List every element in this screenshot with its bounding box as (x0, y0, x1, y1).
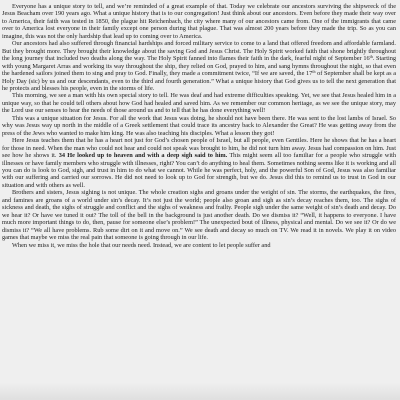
paragraph: This morning, we see a man with his own special story to tell. He was deaf and had extreme difficulties speaking. Yet, we see that Jesus healed him in a unique way, so that he could tell others about how God had healed and saved him. As we remember our common heritage, as we see the unique story, may the Lord use our senses to hear the needs of those around us and to tell that he has done everything well! (2, 92, 396, 115)
paragraph: When we miss it, we miss the hole that our needs need. Instead, we are content to let people suffer and (12, 241, 271, 249)
paragraph: This was a unique situation for Jesus. For all the work that Jesus was doing, he should not have been there. He was sent to the lost lambs of Israel. So why was Jesus way up north in the middle of a Greek settlement that could trace its ancestry back to Alexander the Great? He was getting away from the press of the Jews who wanted to make him king. He was also teaching his disciples. What a lesson they got! (2, 114, 396, 137)
paragraph (2, 40, 396, 92)
page-bottom-shadow (0, 382, 400, 400)
text-run: Here Jesus teaches them that he has a heart not just for God’s chosen people of Israel, but all people, even Gentiles. Here he shows that he has a heart for those in need. When the man who could not hear and could not speak was brought to him, he did not turn him away. Jesus had compassion on him. Just see how he shows it. (2, 137, 396, 160)
text-run: of September shall be kept as a Holy Day (sic) by us and our descendants, even to the third and fourth generation.” What a unique history that God gives us to tell the next generation that he protects and blesses his people, even in the storms of life. (2, 70, 396, 92)
ordinal-suffix: th (369, 54, 373, 60)
text-run: This might seem all too familiar for a people who struggle with illnesses or have family members who struggle with illnesses, right? You can’t do anything to heal them. Sometimes nothing seems like it is working and all you can do is look to God, sigh, and trust in him to do what we cannot. While he was perfect, holy, and the powerful Son of God, Jesus was also familiar with our suffering and carried our sorrows. He did not need to look up to God for strength, but we do. Jesus did this to remind us to trust in God in our situation and with others as well. (2, 152, 396, 189)
text-run: . Starting with young Margaret Arras and working its way throughout the ship, they relied on God, prayed to him, and sang hymns throughout the night, so that even the hardened sailors joined them to sing and pray to God. Finally, they made a commitment twice, “If we are saved, the 17 (2, 55, 396, 78)
text-run: Our ancestors had also suffered through financial hardships and forced military service to come to a land that offered freedom and affordable farmland. But they brought more. They brought their knowledge about the saving God and Jesus Christ. The Holy Spirit worked faith that shone brightly throughout the long journey that included two deaths along the way. The Holy Spirit fanned into flames their faith in the dark, fearful night of September 16 (2, 40, 396, 63)
ordinal-suffix: th (312, 69, 316, 75)
sermon-text (2, 3, 396, 249)
paragraph (2, 137, 396, 189)
paragraph: Everyone has a unique story to tell, and we’re reminded of a great example of that. Today we celebrate our ancestors surviving the shipwreck of the Jesus Beacham over 190 years ago. What a unique history that is to our congregation! Just think about our ancestors. Even before they made their way over to America, their faith was tested in 1850, the plague hit Reichenbach, the city where many of our ancestors came from. One of the immigrants that came over to America lost everyone in their family except one person during that plague. That was almost 200 years before they made the trip. So as you can imagine, this was not the only hardship that lead up to coming over to America. (2, 3, 396, 40)
paragraph: Brothers and sisters, Jesus sighing is not unique. The whole creation sighs and groans under the weight of sin. The storms, the earthquakes, the fires, and famines are groans of a world under sin’s decay. It’s not just the world; people also groan and sigh as sin’s decay reaches them, too. The sighs of sickness and death, the sighs of struggle and conflict and the sighs of weakness and frailty. People sigh under the same weight of sin’s death and decay. Do we hear it? Or have we tuned it out? The toll of the bell in the background is just another death. Do we dismiss it? “Well, it happens to everyone. I have much more important things to do, then, pause for someone else’s problem!” The unexpected bout of illness, physical and mental. Do we see it? Or do we dismiss it? “We all have problems. Rub some dirt on it and move on.” We see death and decay so much on TV. We read it in novels. We play it on video games that maybe we miss the real pain that someone is going through in our life. (2, 189, 396, 242)
scripture-quote: 34 He looked up to heaven and with a deep sigh said to him. (58, 152, 228, 160)
